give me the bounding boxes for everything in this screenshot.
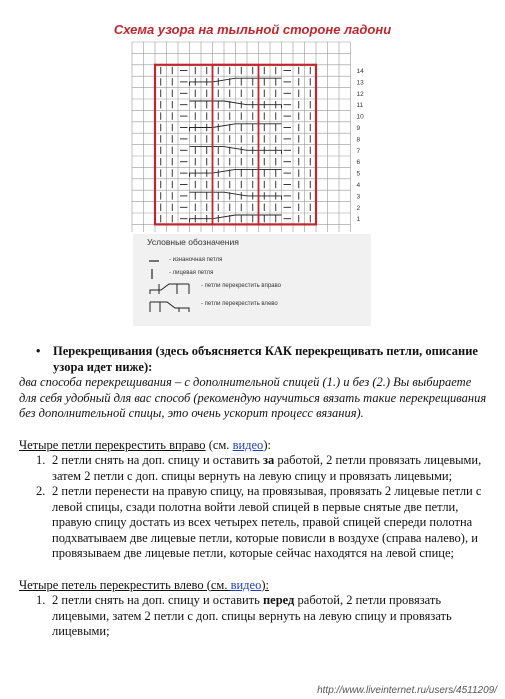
section-title-cross-left <box>19 578 505 594</box>
row-label: 7 <box>356 147 361 155</box>
cross-left-symbol-icon <box>147 299 197 313</box>
row-label: 11 <box>356 102 364 110</box>
list-item-text: 2 петли снять на доп. спицу и оставить <box>52 593 263 607</box>
legend-item-text: - изнаночная петля <box>169 257 223 263</box>
legend-item-text: - лицевая петля <box>169 270 214 276</box>
section-title-text: Четыре петель перекрестить влево <box>19 577 204 592</box>
legend-item-text: - петли перекрестить вправо <box>201 283 281 289</box>
section-see-close: ): <box>261 577 269 592</box>
list-item <box>0 593 485 640</box>
list-item-emphasis: за <box>262 453 275 467</box>
intro-text: два способа перекрещивания – с дополнительной спицей (1.) и без (2.) Вы выбираете для себя удобный для вас способ (рекомендую научиться вязать такие перекрещивания без дополнительной спицы, это очень ускорит процесс вязания). <box>19 375 487 420</box>
bullet-heading <box>0 344 505 375</box>
legend-title: Условные обозначения <box>147 237 239 247</box>
section-see: (см. <box>203 577 231 592</box>
legend <box>133 234 371 326</box>
knit-symbol-icon <box>147 268 167 280</box>
video-link[interactable]: видео <box>230 577 262 592</box>
legend-item-purl <box>147 255 347 267</box>
list-item-number: 1. <box>36 593 46 607</box>
list-item-text: 2 петли снять на доп. спицу и оставить <box>52 453 263 467</box>
row-label: 13 <box>356 79 364 87</box>
list-item-number: 2. <box>36 484 46 498</box>
cross-right-symbol-icon <box>147 281 197 295</box>
list-item-text: 2 петли перенести на правую спицу, на провязывая, провязать 2 лицевые петли с левой спицы, сзади полотна войти левой спицей в первые снятые две петли, правую спицу достать из всех четырех петель, правой спицей спереди полотна подхватываем две лицевые петли, которые повисли в воздухе (справа налево), и провязываем две лицевые петли, которые сейчас находятся на левой спице; <box>52 484 482 560</box>
instructions <box>0 344 505 640</box>
row-label: 1 <box>356 216 361 224</box>
purl-symbol-icon <box>147 255 167 267</box>
legend-item-cross-left <box>147 299 367 313</box>
bullet-text: Перекрещивания (здесь объясняется КАК перекрещивать петли, описание узора идет ниже): <box>53 344 478 374</box>
list-item-text-rest: работой, 2 петли провязать лицевыми, затем 2 петли с доп. спицы вернуть на левую спицу и провязать лицевыми; <box>52 593 452 638</box>
cross-right-steps <box>0 453 505 562</box>
row-label: 12 <box>356 90 364 98</box>
row-label: 10 <box>356 113 364 121</box>
legend-item-cross-right <box>147 281 367 295</box>
knitting-chart <box>0 0 505 232</box>
row-label: 5 <box>356 170 361 178</box>
section-title-text: Четыре петли перекрестить вправо <box>19 437 206 452</box>
row-label: 14 <box>356 68 364 75</box>
row-label: 2 <box>356 204 361 212</box>
list-item <box>0 453 485 484</box>
list-item <box>0 484 485 562</box>
section-title-cross-right <box>19 438 505 454</box>
cross-left-steps <box>0 593 505 640</box>
section-see: (см. <box>205 437 233 452</box>
legend-item-knit <box>147 268 347 280</box>
section-see-close: ): <box>263 437 271 452</box>
row-label: 9 <box>356 125 361 132</box>
row-label: 4 <box>356 182 361 189</box>
video-link[interactable]: видео <box>232 437 264 452</box>
page-title: Схема узора на тыльной стороне ладони <box>113 22 392 37</box>
list-item-text-rest: работой, 2 петли провязать лицевыми, затем 2 петли с доп. спицы вернуть на левую спицу и провязать лицевыми; <box>52 453 482 483</box>
list-item-emphasis: перед <box>262 593 295 607</box>
watermark-url: http://www.liveinternet.ru/users/4511209/ <box>317 685 497 696</box>
row-label: 3 <box>356 193 361 201</box>
list-item-number: 1. <box>36 453 46 467</box>
bullet-dot-icon: • <box>36 344 41 358</box>
row-label: 8 <box>356 136 361 144</box>
row-label: 6 <box>356 159 361 167</box>
legend-item-text: - петли перекрестить влево <box>201 301 278 307</box>
